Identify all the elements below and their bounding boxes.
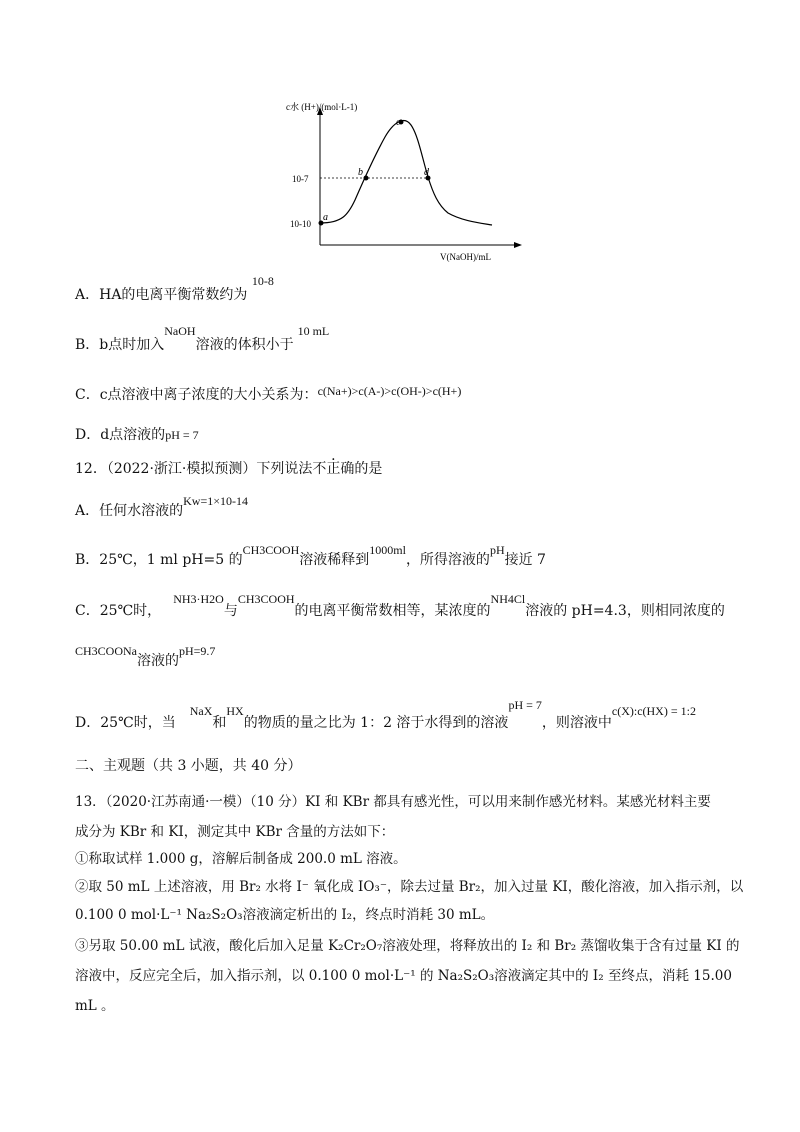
q12-c-f1: NH3·H2O <box>173 592 224 606</box>
q11-option-c <box>75 384 461 404</box>
q12-c-t5: 溶液的 <box>137 653 179 669</box>
q12-b-t2: 溶液稀释到 <box>299 552 370 568</box>
q11-option-b <box>75 324 330 354</box>
q12-b-t4: 接近 7 <box>504 552 546 568</box>
q11-d-formula: pH = 7 <box>165 428 199 442</box>
q11-option-d <box>75 424 199 444</box>
section-heading: 二、主观题（共 3 小题，共 40 分） <box>75 758 302 774</box>
q12-c-f3: NH4Cl <box>490 592 526 606</box>
q11-b-text2: 溶液的体积小于 <box>195 337 294 353</box>
label-c: c <box>396 117 401 128</box>
q12-c-t4: 溶液的 pH=4.3，则相同浓度的 <box>525 603 725 619</box>
q12-option-c-line2 <box>75 644 216 670</box>
titration-graph <box>280 95 530 265</box>
x-axis-arrow <box>514 242 522 248</box>
q12-stem-2: 的是 <box>354 461 383 477</box>
q12-d-t2: 和 <box>212 715 227 731</box>
q13-line-7: 溶液中，反应完全后，加入指示剂，以 0.100 0 mol·L⁻¹ 的 Na₂S₂O₃溶液滴定其中的 I₂ 至终点，消耗 15.00 <box>75 968 732 984</box>
curve <box>320 121 492 225</box>
label-b: b <box>358 167 363 178</box>
q13-line-3: ①称取试样 1.000 g，溶解后制备成 200.0 mL 溶液。 <box>75 851 407 867</box>
q13-line-6: ③另取 50.00 mL 试液，酸化后加入足量 K₂Cr₂O₇溶液处理，将释放出的 I₂ 和 Br₂ 蒸馏收集于含有过量 KI 的 <box>75 938 740 954</box>
y-tick-1e-10: 10-10 <box>290 219 311 229</box>
q12-a-formula: Kw=1×10-14 <box>183 494 248 508</box>
q12-c-f4: CH3COONa <box>75 644 137 658</box>
q11-option-a <box>75 274 274 304</box>
q12-b-f3: pH <box>489 543 505 557</box>
q11-b-formula1: NaOH <box>164 324 196 338</box>
q12-d-f2: HX <box>226 704 244 718</box>
q11-d-text: D．d点溶液的 <box>75 427 166 443</box>
q13-line-5: 0.100 0 mol·L⁻¹ Na₂S₂O₃溶液滴定析出的 I₂，终点时消耗 30 mL。 <box>75 907 495 923</box>
y-axis-label: c水 (H+)/(mol·L-1) <box>286 102 358 112</box>
q12-b-f1: CH3COOH <box>242 543 300 557</box>
q12-option-c-line1 <box>75 592 725 620</box>
q12-option-d <box>75 698 696 732</box>
q13-line-2: 成分为 KBr 和 KI，测定其中 KBr 含量的方法如下： <box>75 824 395 840</box>
point-b <box>364 176 369 181</box>
x-axis-label: V(NaOH)/mL <box>440 252 491 262</box>
q13-line-1: 13．（2020·江苏南通·一模）（10 分）KI 和 KBr 都具有感光性，可以用来制作感光材料。某感光材料主要 <box>75 794 711 810</box>
q12-c-f5: pH=9.7 <box>179 644 216 658</box>
q12-b-f2: 1000ml <box>369 543 406 557</box>
q11-b-text1: B．b点时加入 <box>75 337 165 353</box>
q12-d-f4: c(X):c(HX) = 1:2 <box>611 704 696 718</box>
q11-a-text: A．HA的电离平衡常数约为 <box>75 287 248 303</box>
q12-c-t1: C．25℃时， <box>75 603 162 619</box>
label-a: a <box>323 212 328 223</box>
q12-d-t4: ，则溶液中 <box>541 715 612 731</box>
q12-b-t1: B．25℃，1 ml pH=5 的 <box>75 552 243 568</box>
q12-option-b <box>75 543 546 569</box>
q12-stem-emphasis: 不正确 <box>312 461 355 477</box>
q13-line-8: mL 。 <box>75 998 115 1014</box>
label-d: d <box>424 167 429 178</box>
q11-a-formula: 10-8 <box>251 274 274 288</box>
q11-c-formula: c(Na+)>c(A-)>c(OH-)>c(H+) <box>317 384 462 398</box>
q11-b-formula2: 10 mL <box>297 324 330 338</box>
y-tick-1e-7: 10-7 <box>292 174 309 184</box>
q12-c-f2: CH3COOH <box>237 592 295 606</box>
q12-d-t3: 的物质的量之比为 1：2 溶于水得到的溶液 <box>243 715 509 731</box>
q12-c-t3: 的电离平衡常数相等，某浓度的 <box>294 603 491 619</box>
q12-b-t3: ，所得溶液的 <box>405 552 490 568</box>
q12-stem <box>75 458 382 478</box>
q12-d-f1: NaX <box>189 704 213 718</box>
q12-a-text: A．任何水溶液的 <box>75 503 184 519</box>
q12-c-t2: 与 <box>223 603 238 619</box>
q11-c-text: C．c点溶液中离子浓度的大小关系为： <box>75 387 318 403</box>
q12-stem-1: 12．（2022·浙江·模拟预测）下列说法 <box>75 461 313 477</box>
q13-line-4: ②取 50 mL 上述溶液，用 Br₂ 水将 I⁻ 氧化成 IO₃⁻，除去过量 Br₂，加入过量 KI，酸化溶液，加入指示剂，以 <box>75 879 744 895</box>
q12-d-t1: D．25℃时，当 <box>75 715 176 731</box>
q12-d-f3: pH = 7 <box>508 698 542 712</box>
q12-option-a <box>75 494 248 520</box>
